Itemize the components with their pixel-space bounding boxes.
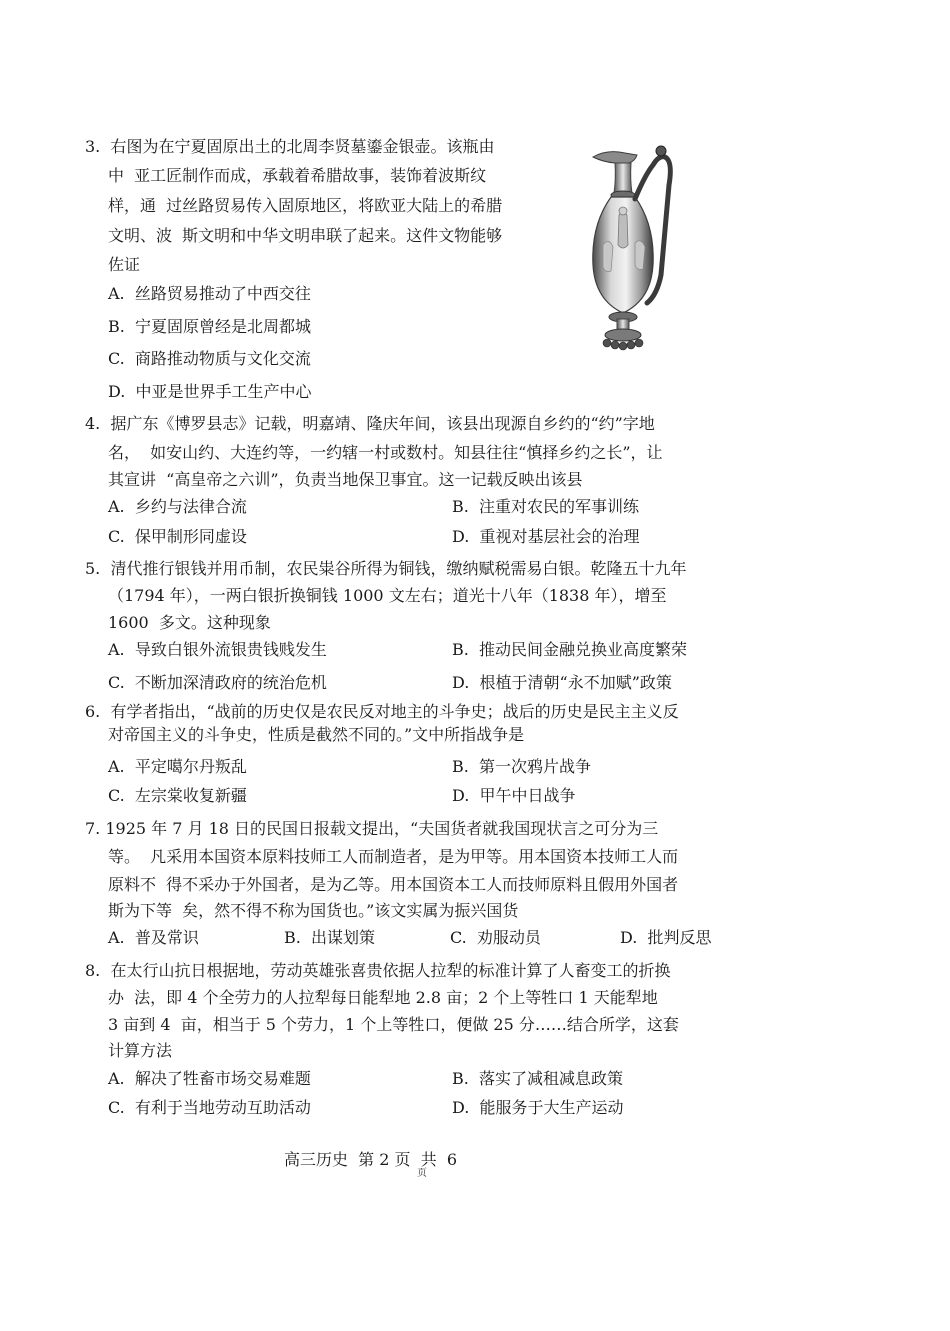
q3-option-b: B. 宁夏固原曾经是北周都城: [108, 317, 312, 336]
q8-stem-line-1: 8. 在太行山抗日根据地，劳动英雄张喜贵依据人拉犁的标准计算了人畜变工的折换: [85, 961, 671, 980]
q4-stem-line-3: 其宣讲 “高皇帝之六训”，负责当地保卫事宜。这一记载反映出该县: [108, 470, 583, 489]
page-footer: 高三历史 第 2 页 共 6: [284, 1150, 458, 1169]
q3-stem-line-2: 中 亚工匠制作而成，承载着希腊故事，装饰着波斯纹: [108, 166, 487, 185]
q4-option-b: B. 注重对农民的军事训练: [452, 497, 640, 516]
page-footer-tail: 页: [417, 1168, 427, 1179]
q3-option-c: C. 商路推动物质与文化交流: [108, 349, 311, 368]
q8-option-d: D. 能服务于大生产运动: [452, 1098, 624, 1117]
q3-stem-line-3: 样，通 过丝路贸易传入固原地区，将欧亚大陆上的希腊: [108, 196, 503, 215]
q6-option-c: C. 左宗棠收复新疆: [108, 786, 247, 805]
q4-stem-line-2: 名， 如安山约、大连约等，一约辖一村或数村。知县往往“慎择乡约之长”，让: [108, 443, 663, 462]
q5-option-a: A. 导致白银外流银贵钱贱发生: [108, 640, 327, 659]
q7-stem-line-3: 原料不 得不采办于外国者，是为乙等。用本国资本工人而技师原料且假用外国者: [108, 875, 679, 894]
q3-stem-line-1: 3. 右图为在宁夏固原出土的北周李贤墓鎏金银壶。该瓶由: [85, 137, 495, 156]
q7-stem-line-4: 斯为下等 矣，然不得不称为国货也。”该文实属为振兴国货: [108, 901, 519, 920]
q5-stem-line-3: 1600 多文。这种现象: [108, 613, 271, 632]
q3-option-d: D. 中亚是世界手工生产中心: [108, 382, 312, 401]
q6-option-b: B. 第一次鸦片战争: [452, 757, 592, 776]
q8-option-b: B. 落实了减租减息政策: [452, 1069, 624, 1088]
q6-stem-line-2: 对帝国主义的斗争史，性质是截然不同的。”文中所指战争是: [108, 725, 525, 744]
gilded-silver-ewer-image: [585, 135, 685, 360]
q6-option-a: A. 平定噶尔丹叛乱: [108, 757, 247, 776]
q6-stem-line-1: 6. 有学者指出，“战前的历史仅是农民反对地主的斗争史；战后的历史是民主主义反: [85, 702, 679, 721]
q8-stem-line-4: 计算方法: [108, 1041, 173, 1060]
q3-stem-line-5: 佐证: [108, 255, 141, 274]
q4-option-c: C. 保甲制形同虚设: [108, 527, 247, 546]
q8-stem-line-3: 3 亩到 4 亩，相当于 5 个劳力，1 个上等牲口，便做 25 分……结合所学，这套: [108, 1015, 679, 1034]
q7-option-c: C. 劝服动员: [450, 928, 541, 947]
q5-stem-line-1: 5. 清代推行银钱并用币制，农民粜谷所得为铜钱，缴纳赋税需易白银。乾隆五十九年: [85, 559, 687, 578]
q3-option-a: A. 丝路贸易推动了中西交往: [108, 284, 311, 303]
q7-stem-line-2: 等。 凡采用本国资本原料技师工人而制造者，是为甲等。用本国资本技师工人而: [108, 847, 679, 866]
q5-option-d: D. 根植于清朝“永不加赋”政策: [452, 673, 672, 692]
q8-stem-line-2: 办 法，即 4 个全劳力的人拉犁每日能犁地 2.8 亩；2 个上等牲口 1 天能犁地: [108, 988, 658, 1007]
q8-option-a: A. 解决了牲畜市场交易难题: [108, 1069, 311, 1088]
q7-option-d: D. 批判反思: [620, 928, 712, 947]
q3-stem-line-4: 文明、波 斯文明和中华文明串联了起来。这件文物能够: [108, 226, 503, 245]
q7-stem-line-1: 7. 1925 年 7 月 18 日的民国日报载文提出，“夫国货者就我国现状言之可分为三: [85, 819, 659, 838]
q4-option-d: D. 重视对基层社会的治理: [452, 527, 640, 546]
q5-option-c: C. 不断加深清政府的统治危机: [108, 673, 327, 692]
q7-option-b: B. 出谋划策: [284, 928, 376, 947]
q5-option-b: B. 推动民间金融兑换业高度繁荣: [452, 640, 688, 659]
q6-option-d: D. 甲午中日战争: [452, 786, 576, 805]
q4-stem-line-1: 4. 据广东《博罗县志》记载，明嘉靖、隆庆年间，该县出现源自乡约的“约”字地: [85, 414, 655, 433]
q8-option-c: C. 有利于当地劳动互助活动: [108, 1098, 311, 1117]
q7-option-a: A. 普及常识: [108, 928, 199, 947]
q4-option-a: A. 乡约与法律合流: [108, 497, 247, 516]
q5-stem-line-2: （1794 年），一两白银折换铜钱 1000 文左右；道光十八年（1838 年），增至: [108, 586, 667, 605]
